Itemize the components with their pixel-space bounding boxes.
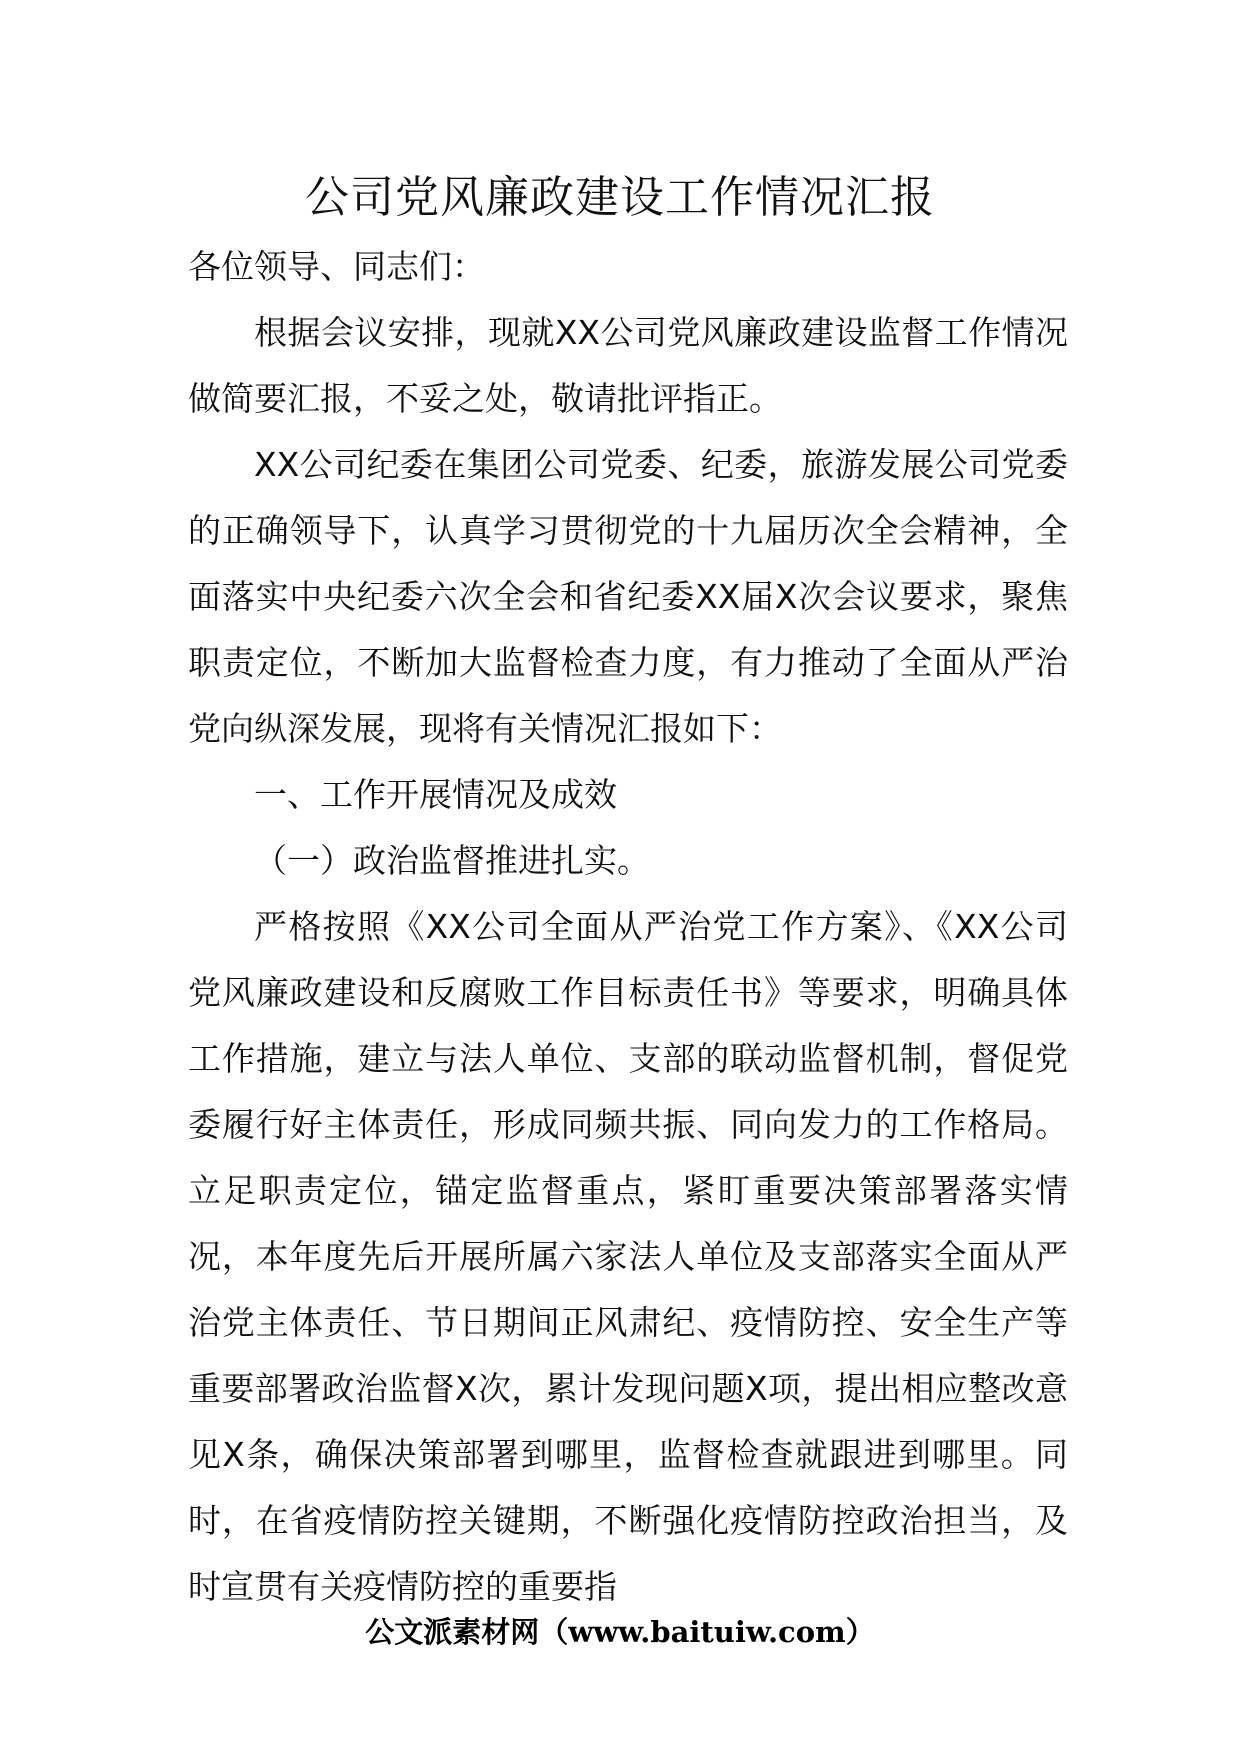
subsection-heading: （一）政治监督推进扎实。: [254, 841, 650, 880]
footer-watermark: 公文派素材网（www.baituiw.com）: [365, 1615, 875, 1649]
section-paragraph: 严格按照《XX公司全面从严治党工作方案》、《XX公司党风廉政建设和反腐败工作目标责任书》等要求，明确具体工作措施，建立与法人单位、支部的联动监督机制，督促党委履行好主体责任，形成同频共振、同向发力的工作格局。立足职责定位，锚定监督重点，紧盯重要决策部署落实情况，本年度先后开展所属六家法人单位及支部落实全面从严治党主体责任、节日期间正风肃纪、疫情防控、安全生产等重要部署政治监督X次，累计发现问题X项，提出相应整改意见X条，确保决策部署到哪里，监督检查就跟进到哪里。同时，在省疫情防控关键期，不断强化疫情防控政治担当，及时宣贯有关疫情防控的重要指: [188, 907, 1068, 1606]
document-body: [188, 234, 1068, 1620]
overview-paragraph: XX公司纪委在集团公司党委、纪委，旅游发展公司党委的正确领导下，认真学习贯彻党的十九届历次全会精神，全面落实中央纪委六次全会和省纪委XX届X次会议要求，聚焦职责定位，不断加大监督检查力度，有力推动了全面从严治党向纵深发展，现将有关情况汇报如下：: [188, 445, 1068, 748]
intro-paragraph: 根据会议安排，现就XX公司党风廉政建设监督工作情况做简要汇报，不妥之处，敬请批评指正。: [188, 313, 1068, 418]
section-heading: 一、工作开展情况及成效: [254, 775, 617, 814]
document-title: 公司党风廉政建设工作情况汇报: [305, 172, 935, 223]
salutation: 各位领导、同志们：: [188, 247, 485, 286]
